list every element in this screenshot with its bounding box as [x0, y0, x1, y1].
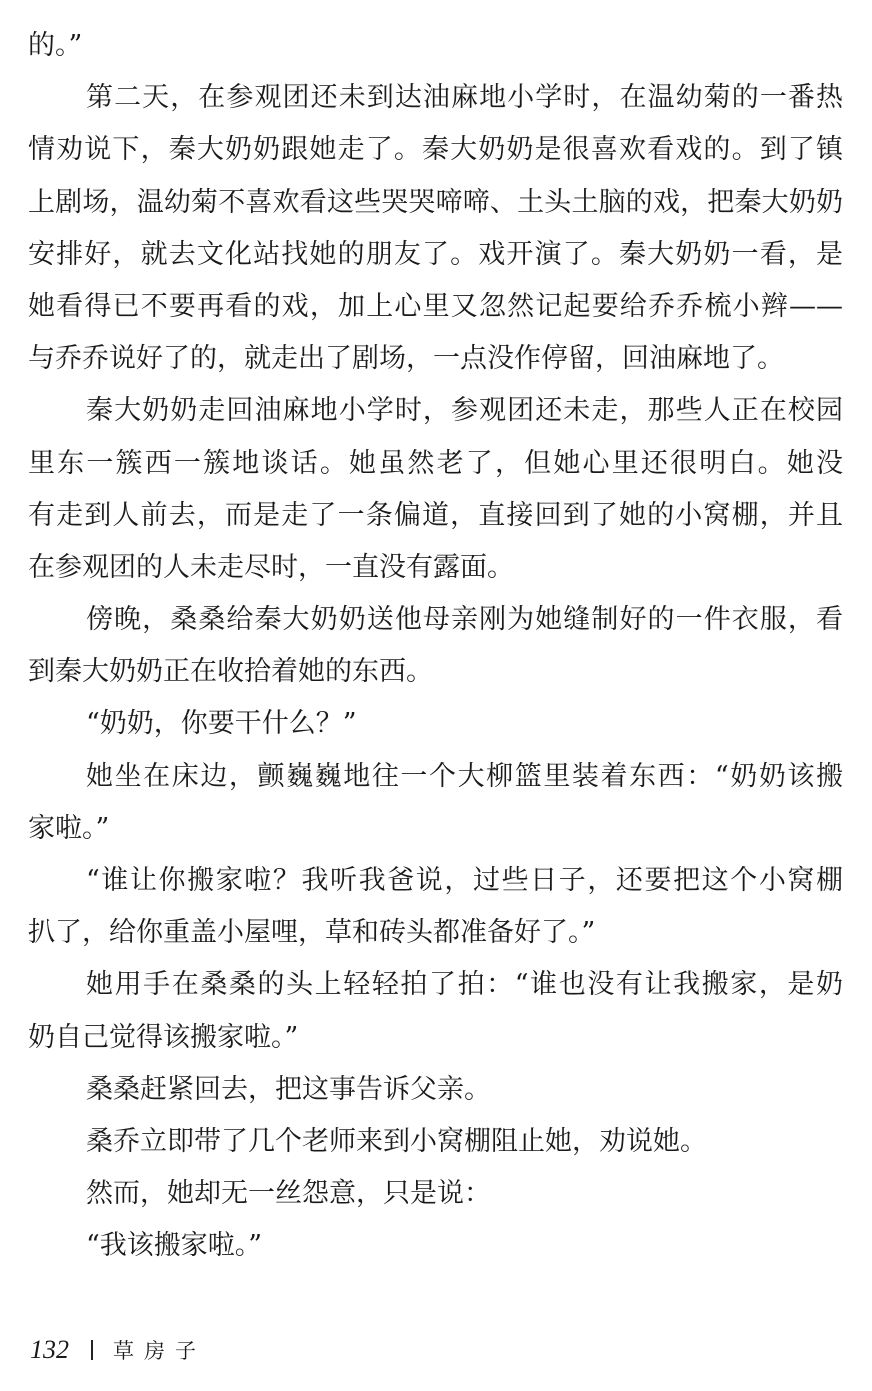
text-line: 奶自己觉得该搬家啦。” — [28, 1021, 299, 1053]
text-line: 然而，她却无一丝怨意，只是说： — [86, 1178, 491, 1210]
text-line: 扒了，给你重盖小屋哩，草和砖头都准备好了。” — [28, 917, 596, 949]
text-line: 有走到人前去，而是走了一条偏道，直接回到了她的小窝棚，并且 — [28, 499, 843, 531]
text-line: 桑桑赶紧回去，把这事告诉父亲。 — [86, 1073, 491, 1105]
paragraph — [28, 20, 843, 72]
text-line: 安排好，就去文化站找她的朋友了。戏开演了。秦大奶奶一看，是 — [28, 238, 843, 270]
page-number: 132 — [30, 1335, 69, 1364]
text-line: 秦大奶奶走回油麻地小学时，参观团还未走，那些人正在校园 — [86, 395, 843, 427]
text-line: 情劝说下，秦大奶奶跟她走了。秦大奶奶是很喜欢看戏的。到了镇 — [28, 134, 843, 166]
paragraph — [28, 1116, 843, 1168]
paragraph — [28, 751, 843, 855]
paragraph — [28, 1064, 843, 1116]
text-line: 与乔乔说好了的，就走出了剧场，一点没作停留，回油麻地了。 — [28, 343, 784, 375]
text-line: 她坐在床边，颤巍巍地往一个大柳篮里装着东西：“奶奶该搬 — [86, 760, 843, 792]
paragraph — [28, 594, 843, 698]
page-footer — [30, 1334, 206, 1366]
paragraph — [28, 698, 843, 750]
text-line: 上剧场，温幼菊不喜欢看这些哭哭啼啼、土头土脑的戏，把秦大奶奶 — [28, 186, 843, 218]
text-line: 家啦。” — [28, 812, 110, 844]
text-line: 里东一簇西一簇地谈话。她虽然老了，但她心里还很明白。她没 — [28, 447, 843, 479]
text-line: 她看得已不要再看的戏，加上心里又忽然记起要给乔乔梳小辫—— — [28, 290, 843, 322]
paragraph — [28, 385, 843, 594]
text-line: “我该搬家啦。” — [86, 1230, 263, 1262]
text-line: 桑乔立即带了几个老师来到小窝棚阻止她，劝说她。 — [86, 1125, 707, 1157]
paragraph — [28, 72, 843, 385]
paragraph — [28, 855, 843, 959]
body-text — [28, 20, 843, 1273]
paragraph — [28, 1168, 843, 1220]
text-line: 的。” — [28, 30, 83, 61]
text-line: “谁让你搬家啦？我听我爸说，过些日子，还要把这个小窝棚 — [86, 865, 843, 896]
text-line: 第二天，在参观团还未到达油麻地小学时，在温幼菊的一番热 — [86, 82, 843, 114]
text-line: “奶奶，你要干什么？” — [86, 708, 357, 740]
paragraph — [28, 959, 843, 1063]
footer-divider — [91, 1340, 93, 1360]
text-line: 在参观团的人未走尽时，一直没有露面。 — [28, 551, 514, 583]
text-line: 到秦大奶奶正在收拾着她的东西。 — [28, 656, 433, 688]
book-title: 草房子 — [113, 1339, 206, 1363]
text-line: 她用手在桑桑的头上轻轻拍了拍：“谁也没有让我搬家，是奶 — [86, 969, 843, 1001]
paragraph — [28, 1220, 843, 1272]
text-line: 傍晚，桑桑给秦大奶奶送他母亲刚为她缝制好的一件衣服，看 — [86, 604, 843, 636]
